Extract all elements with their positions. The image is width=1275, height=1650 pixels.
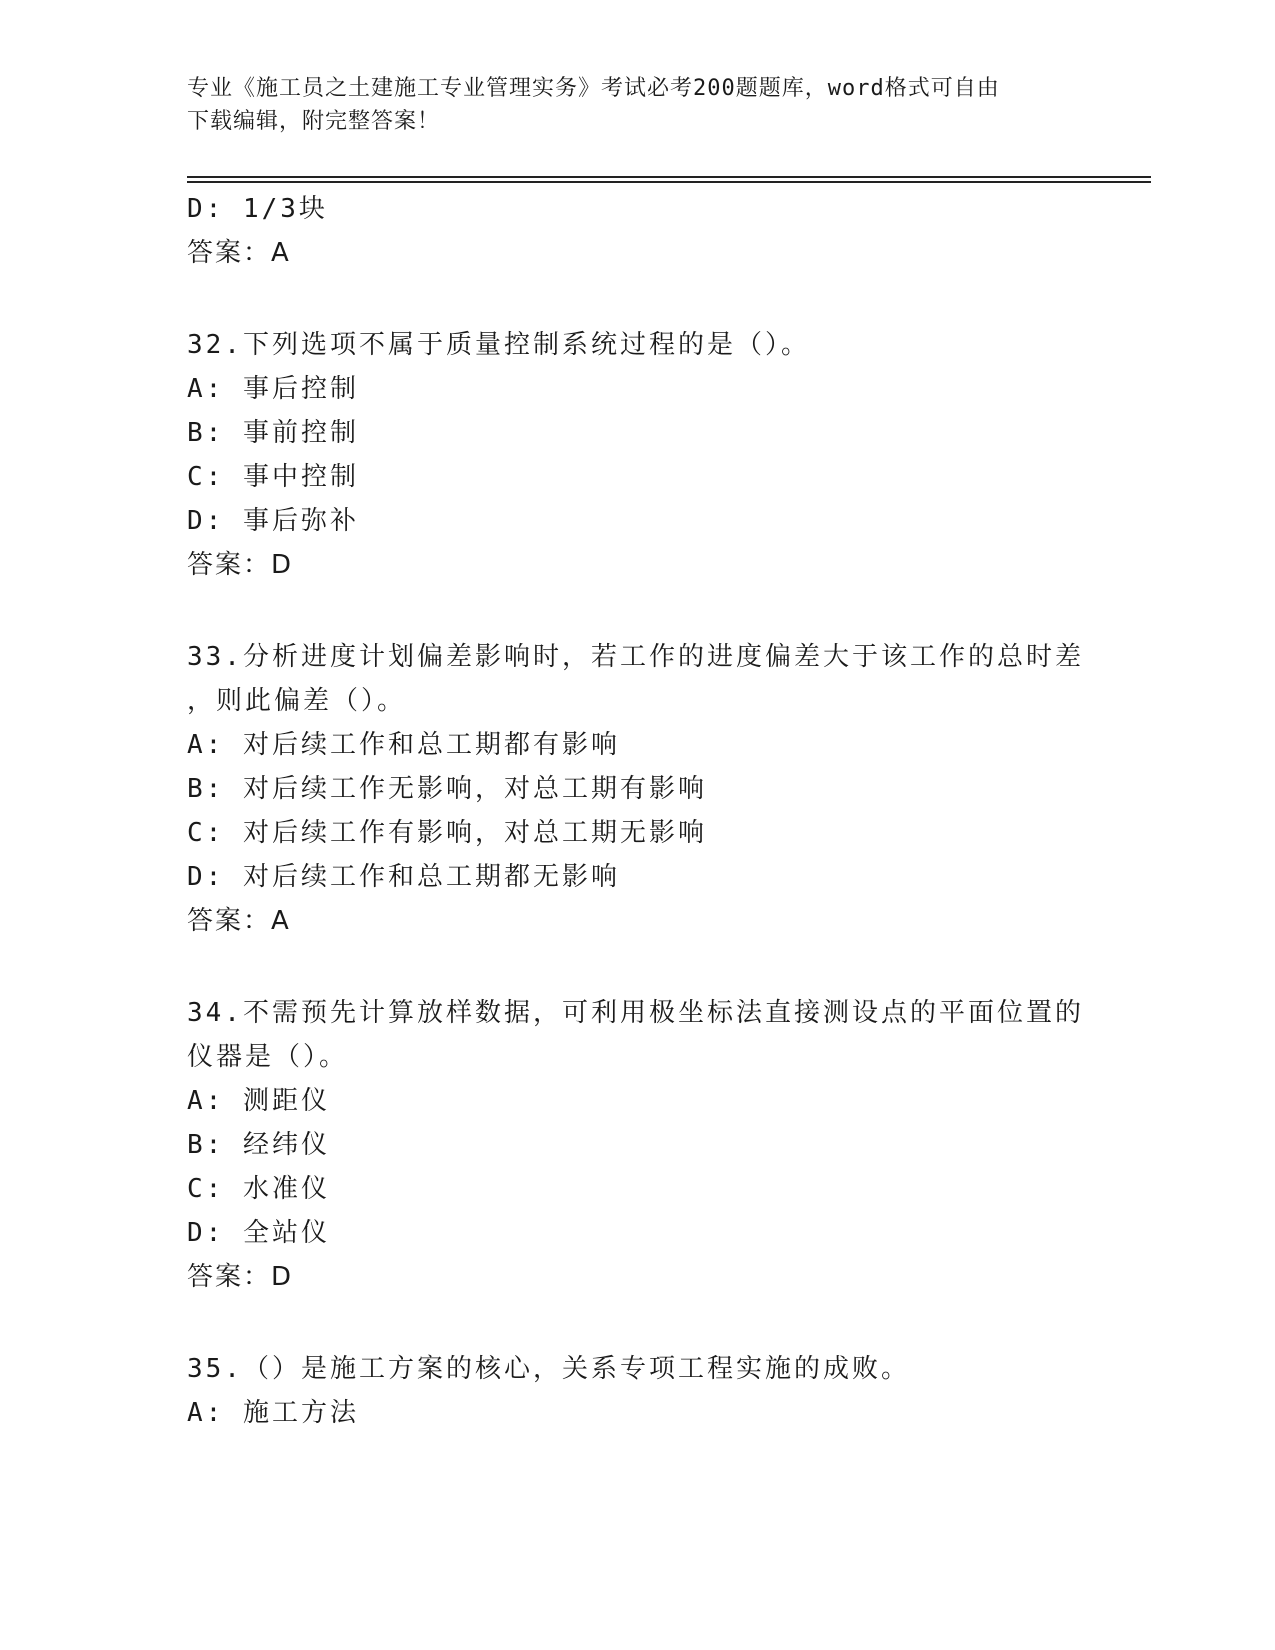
- q32-option-b: B: 事前控制: [187, 418, 359, 448]
- q34-option-c: C: 水准仪: [187, 1174, 330, 1204]
- document-header: [187, 72, 1087, 138]
- q31-answer: 答案：A: [187, 238, 291, 268]
- header-title-line-1: 专业《施工员之土建施工专业管理实务》考试必考200题题库，word格式可自由: [187, 76, 1000, 101]
- q33-option-a: A: 对后续工作和总工期都有影响: [187, 730, 620, 760]
- q34-option-b: B: 经纬仪: [187, 1130, 330, 1160]
- q32-stem: 32.下列选项不属于质量控制系统过程的是（）。: [187, 330, 810, 360]
- q35-stem: 35.（）是施工方案的核心，关系专项工程实施的成败。: [187, 1354, 910, 1384]
- q34-option-d: D: 全站仪: [187, 1218, 330, 1248]
- q32-answer: 答案：D: [187, 550, 294, 580]
- q32-option-a: A: 事后控制: [187, 374, 359, 404]
- q33-stem-line-1: 33.分析进度计划偏差影响时，若工作的进度偏差大于该工作的总时差: [187, 642, 1084, 672]
- q33-option-b: B: 对后续工作无影响，对总工期有影响: [187, 774, 707, 804]
- header-divider-bottom: [187, 181, 1151, 183]
- q31-option-d: D: 1/3块: [187, 194, 328, 224]
- q33-option-d: D: 对后续工作和总工期都无影响: [187, 862, 620, 892]
- q34-stem-line-1: 34.不需预先计算放样数据，可利用极坐标法直接测设点的平面位置的: [187, 998, 1084, 1028]
- q32-option-d: D: 事后弥补: [187, 506, 359, 536]
- q33-answer: 答案：A: [187, 906, 291, 936]
- q34-answer: 答案：D: [187, 1262, 294, 1292]
- q33-option-c: C: 对后续工作有影响，对总工期无影响: [187, 818, 707, 848]
- q33-stem-line-2: ，则此偏差（）。: [187, 686, 407, 716]
- q34-option-a: A: 测距仪: [187, 1086, 330, 1116]
- header-title-line-2: 下载编辑，附完整答案！: [187, 109, 441, 134]
- header-divider-top: [187, 176, 1151, 178]
- q35-option-a: A: 施工方法: [187, 1398, 359, 1428]
- q32-option-c: C: 事中控制: [187, 462, 359, 492]
- q34-stem-line-2: 仪器是（）。: [187, 1042, 349, 1072]
